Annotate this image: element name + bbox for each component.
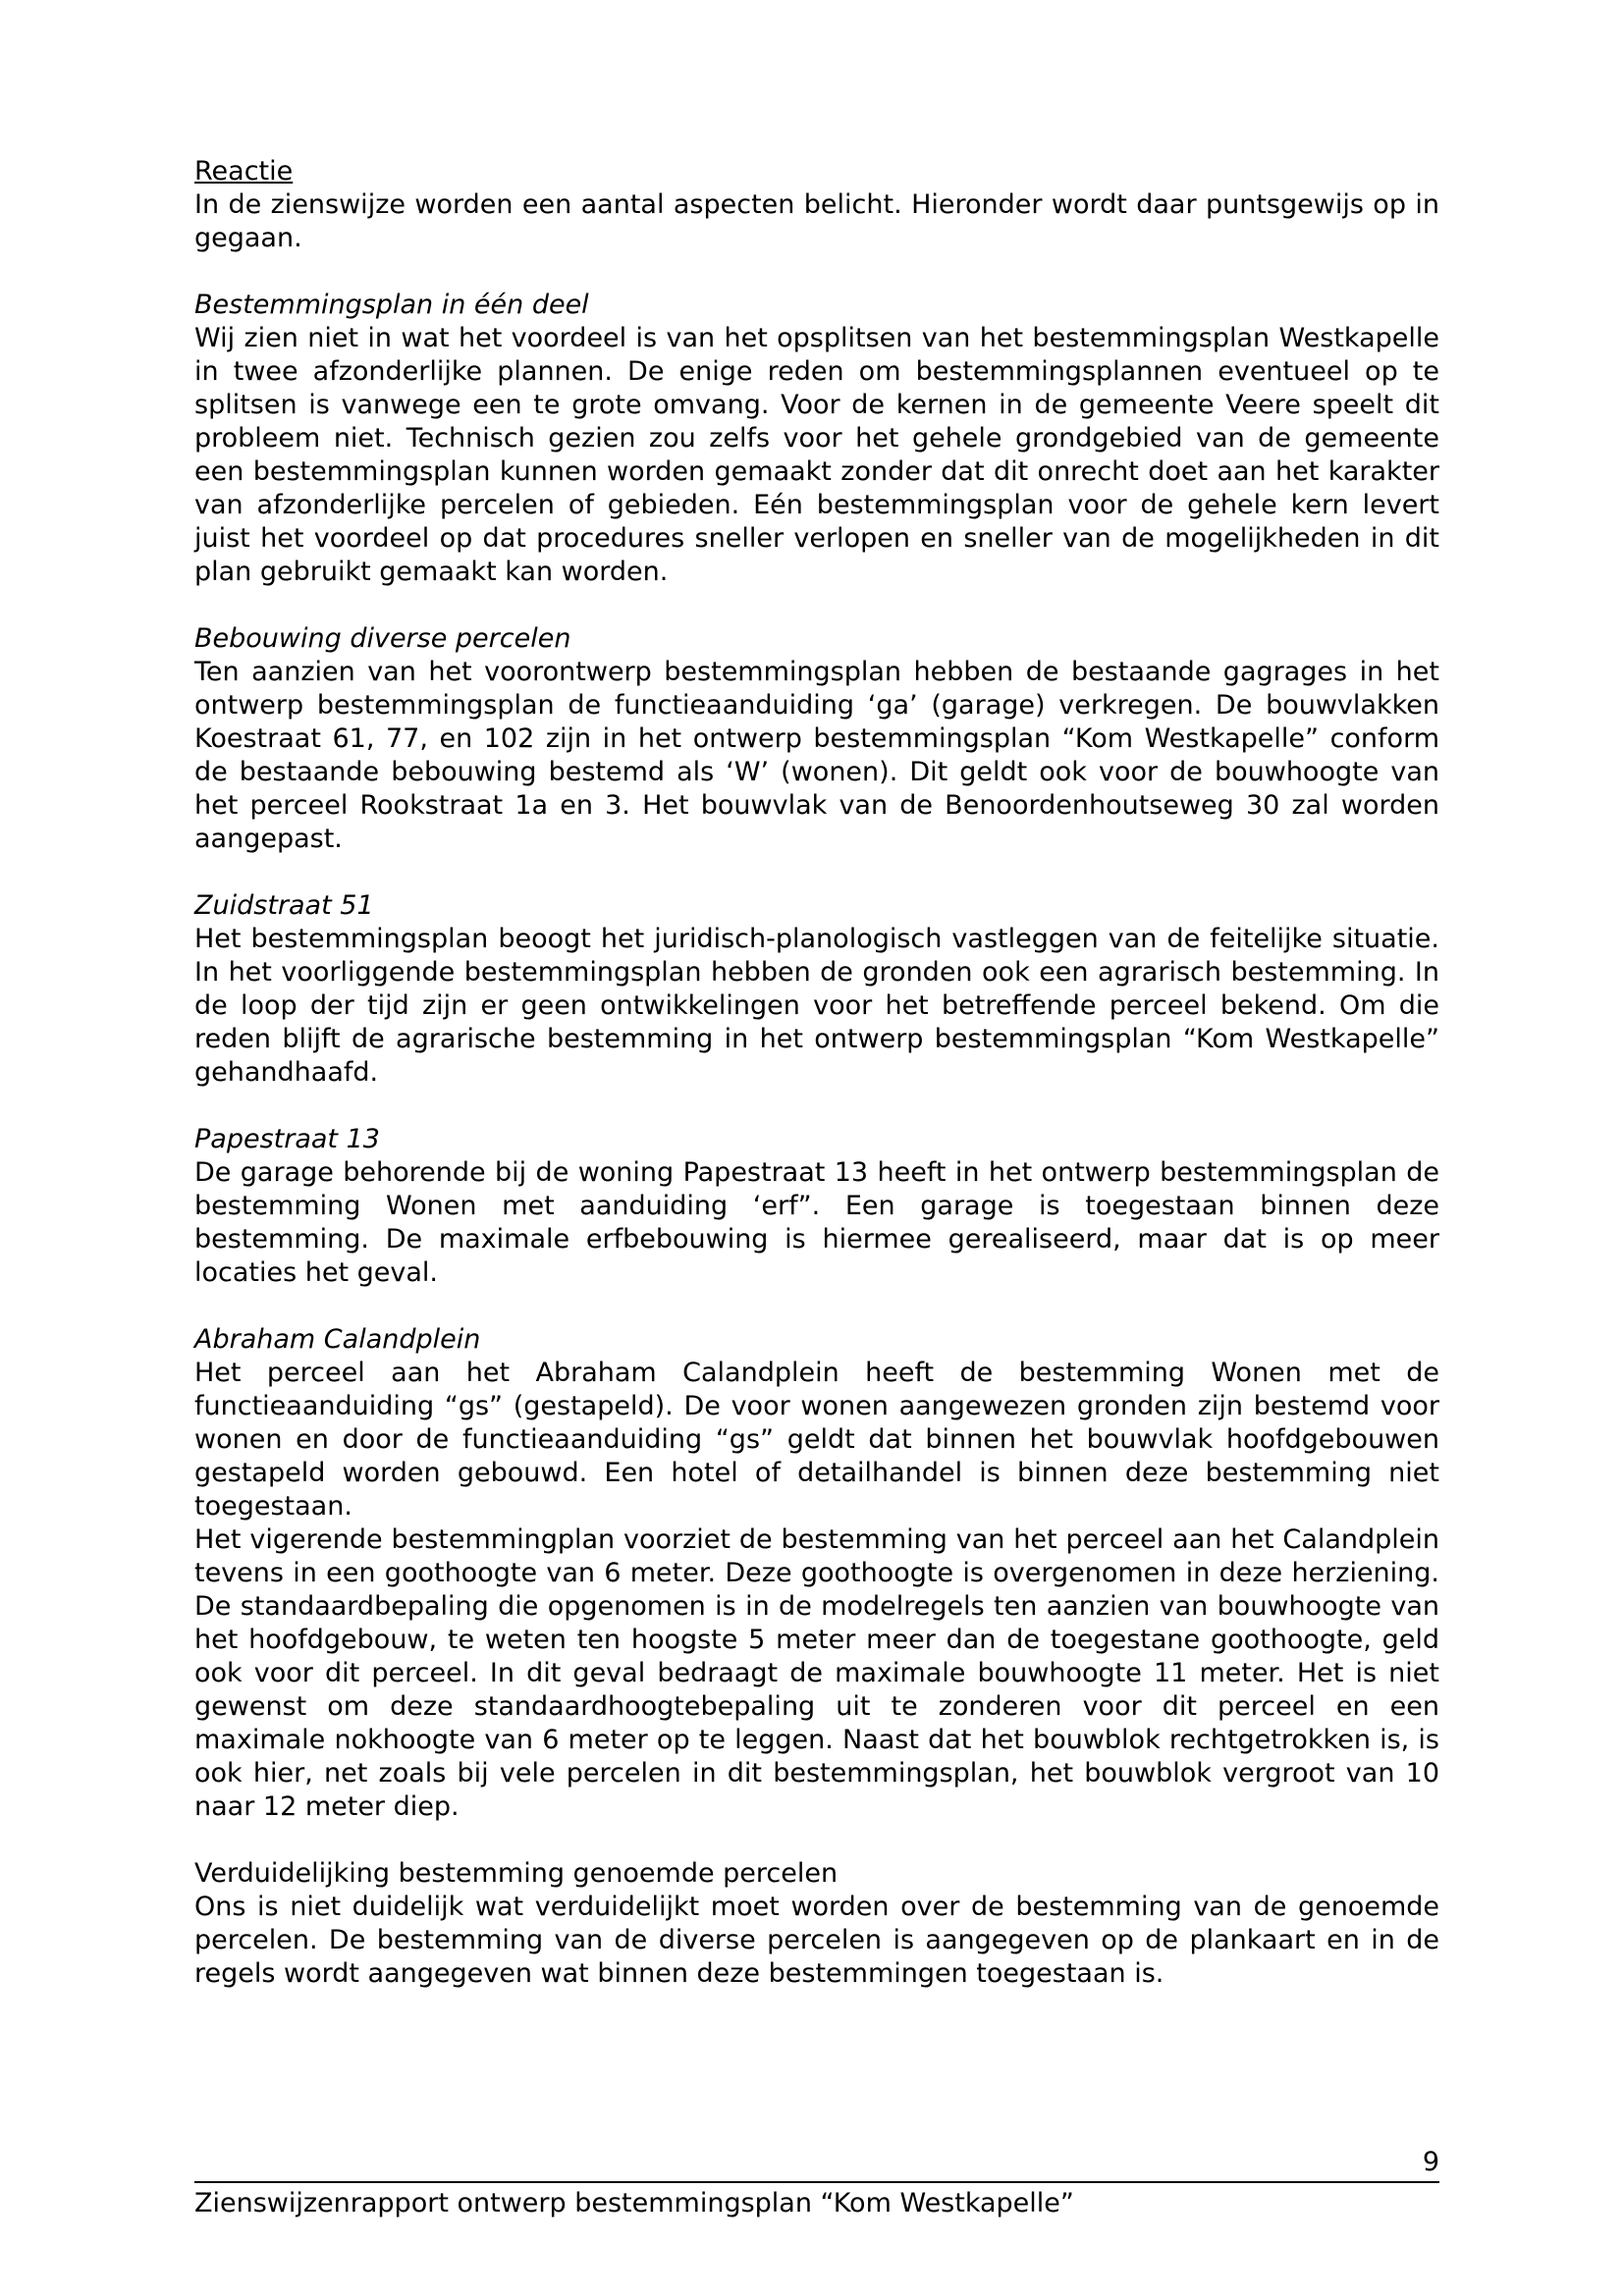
section-heading: Verduidelijking bestemming genoemde percelen	[194, 1858, 839, 1889]
section-bestemmingsplan-in-een-deel	[194, 289, 1439, 589]
section-zuidstraat-51	[194, 889, 1439, 1090]
section-paragraph: Het bestemmingsplan beoogt het juridisch-planologisch vastleggen van de feitelijke situatie. In het voorliggende bestemmingsplan hebben de gronden ook een agrarisch bestemming. In de loop der tijd zijn er geen ontwikkelingen voor het betreffende perceel bekend. Om die reden blijft de agrarische bestemming in het ontwerp bestemmingsplan “Kom Westkapelle” gehandhaafd.	[194, 924, 1439, 1088]
section-heading: Zuidstraat 51	[194, 890, 374, 921]
section-paragraph: Het perceel aan het Abraham Calandplein heeft de bestemming Wonen met de functieaanduiding “gs” (gestapeld). De voor wonen aangewezen gronden zijn bestemd voor wonen en door de functieaanduiding “gs” geldt dat binnen het bouwvlak hoofdgebouwen gestapeld worden gebouwd. Een hotel of detailhandel is binnen deze bestemming niet toegestaan.	[194, 1358, 1439, 1522]
section-paragraph: De garage behorende bij de woning Papestraat 13 heeft in het ontwerp bestemmingsplan de bestemming Wonen met aanduiding ‘erf”. Een garage is toegestaan binnen deze bestemming. De maximale erfbebouwing is hiermee gerealiseerd, maar dat is op meer locaties het geval.	[194, 1157, 1439, 1288]
section-bebouwing-diverse-percelen	[194, 622, 1439, 856]
page-number: 9	[1422, 2147, 1439, 2177]
section-papestraat-13	[194, 1123, 1439, 1290]
page-footer	[194, 2146, 1439, 2220]
section-heading: Abraham Calandplein	[194, 1324, 481, 1355]
section-paragraph: Ons is niet duidelijk wat verduidelijkt moet worden over de bestemming van de genoemde percelen. De bestemming van de diverse percelen is aangegeven op de plankaart en in de regels wordt aangegeven wat binnen deze bestemmingen toegestaan is.	[194, 1892, 1439, 1989]
section-paragraph: In de zienswijze worden een aantal aspecten belicht. Hieronder wordt daar puntsgewijs op in gegaan.	[194, 189, 1439, 253]
section-heading: Reactie	[194, 156, 294, 187]
section-heading: Bestemmingsplan in één deel	[194, 290, 589, 320]
section-verduidelijking	[194, 1857, 1439, 1991]
section-paragraph: Ten aanzien van het voorontwerp bestemmingsplan hebben de bestaande gagrages in het ontwerp bestemmingsplan de functieaanduiding ‘ga’ (garage) verkregen. De bouwvlakken Koestraat 61, 77, en 102 zijn in het ontwerp bestemmingsplan “Kom Westkapelle” conform de bestaande bebouwing bestemd als ‘W’ (wonen). Dit geldt ook voor de bouwhoogte van het perceel Rookstraat 1a en 3. Het bouwvlak van de Benoordenhoutseweg 30 zal worden aangepast.	[194, 657, 1439, 854]
section-abraham-calandplein	[194, 1323, 1439, 1824]
document-body	[194, 155, 1439, 2024]
section-paragraph: Het vigerende bestemmingplan voorziet de bestemming van het perceel aan het Calandplein tevens in een goothoogte van 6 meter. Deze goothoogte is overgenomen in deze herziening. De standaardbepaling die opgenomen is in de modelregels ten aanzien van bouwhoogte van het hoofdgebouw, te weten ten hoogste 5 meter meer dan de toegestane goothoogte, geld ook voor dit perceel. In dit geval bedraagt de maximale bouwhoogte 11 meter. Het is niet gewenst om deze standaardhoogtebepaling uit te zonderen voor dit perceel en een maximale nokhoogte van 6 meter op te leggen. Naast dat het bouwblok rechtgetrokken is, is ook hier, net zoals bij vele percelen in dit bestemmingsplan, het bouwblok vergroot van 10 naar 12 meter diep.	[194, 1524, 1439, 1822]
footer-divider	[194, 2181, 1439, 2183]
section-reactie	[194, 155, 1439, 255]
footer-title: Zienswijzenrapport ontwerp bestemmingsplan “Kom Westkapelle”	[194, 2188, 1074, 2218]
section-paragraph: Wij zien niet in wat het voordeel is van het opsplitsen van het bestemmingsplan Westkapelle in twee afzonderlijke plannen. De enige reden om bestemmingsplannen eventueel op te splitsen is vanwege een te grote omvang. Voor de kernen in de gemeente Veere speelt dit probleem niet. Technisch gezien zou zelfs voor het gehele grondgebied van de gemeente een bestemmingsplan kunnen worden gemaakt zonder dat dit onrecht doet aan het karakter van afzonderlijke percelen of gebieden. Eén bestemmingsplan voor de gehele kern levert juist het voordeel op dat procedures sneller verlopen en sneller van de mogelijkheden in dit plan gebruikt gemaakt kan worden.	[194, 323, 1439, 587]
section-heading: Papestraat 13	[194, 1124, 380, 1154]
section-heading: Bebouwing diverse percelen	[194, 623, 571, 654]
